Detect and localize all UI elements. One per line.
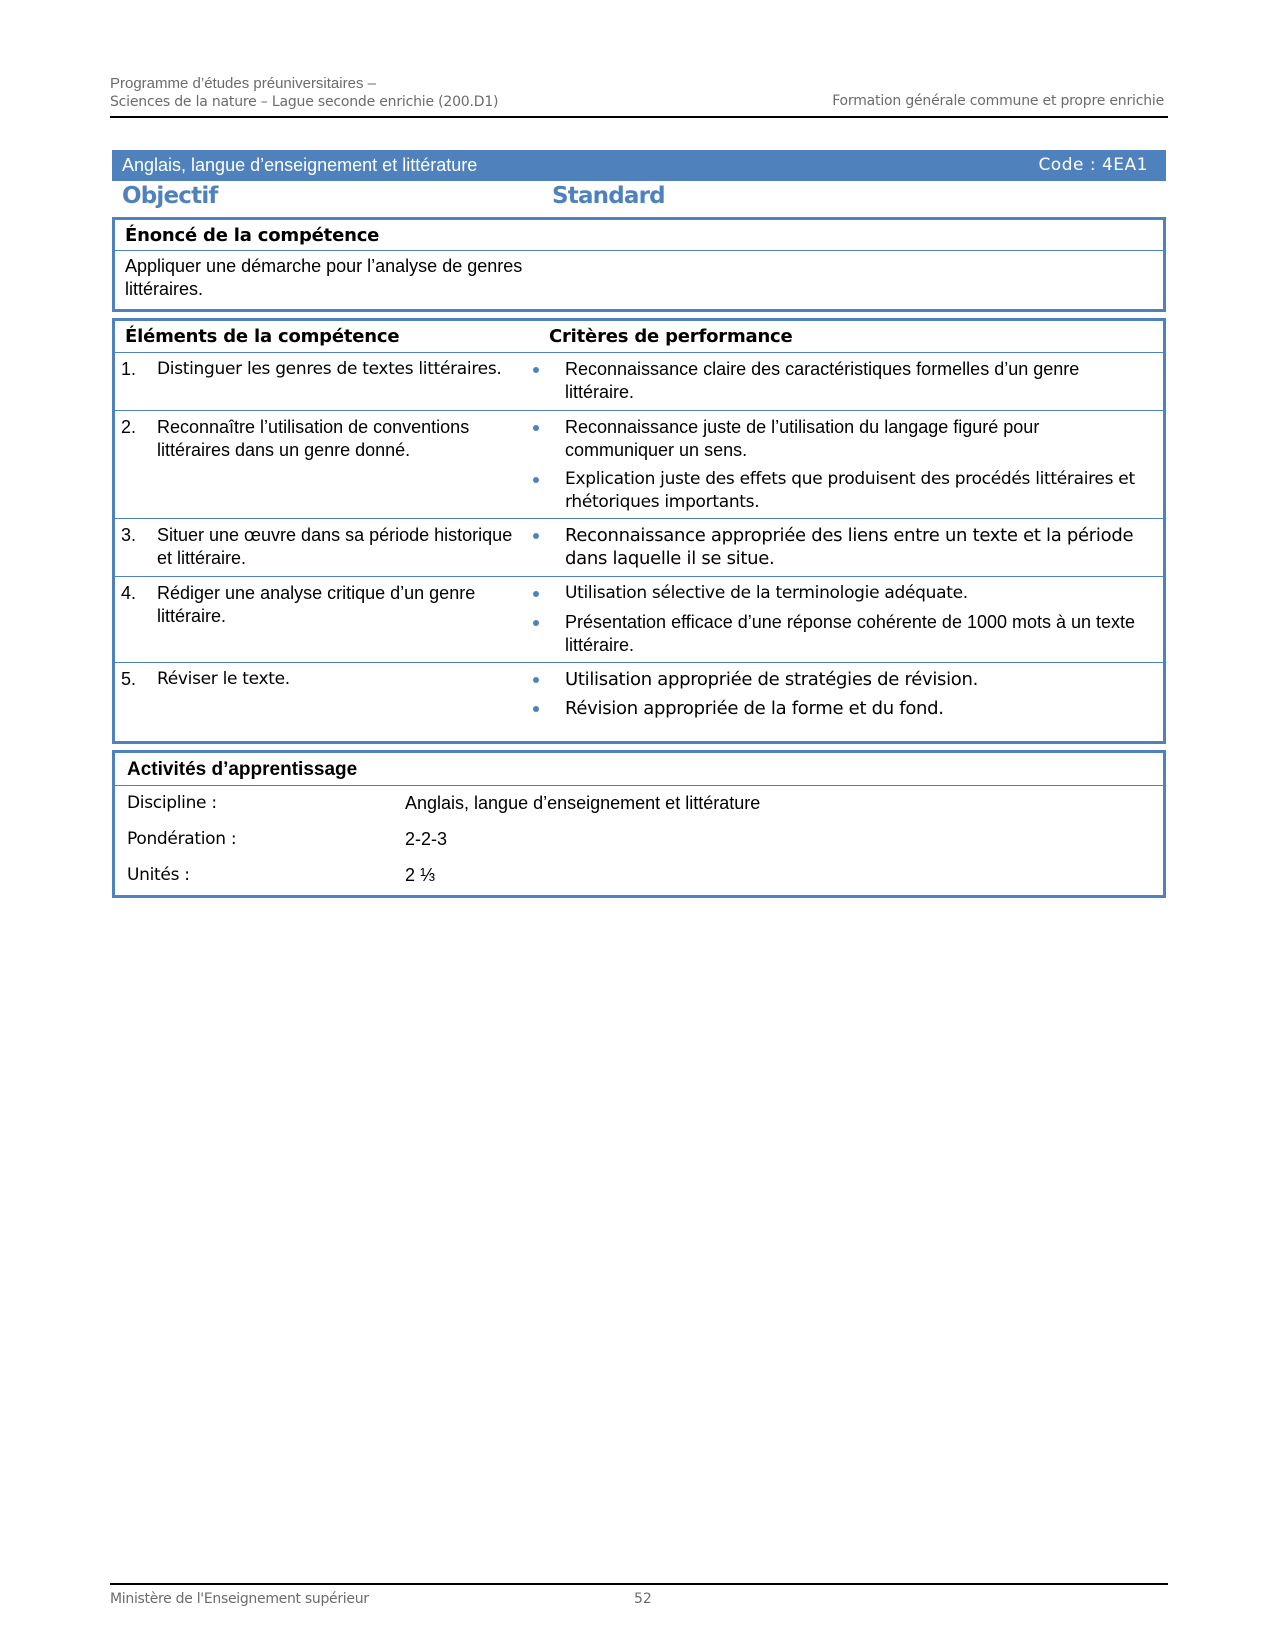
elements-table	[112, 318, 1166, 744]
element-text: Situer une œuvre dans sa période historique et littéraire.	[157, 525, 513, 568]
table-row	[115, 663, 1163, 733]
criteria-list	[525, 524, 1150, 576]
criteria-item: Révision appropriée de la forme et du fond.	[525, 697, 1150, 720]
footer-ministry: Ministère de l'Enseignement supérieur	[110, 1591, 369, 1607]
header-line-2: Sciences de la nature – Lague seconde enrichie (200.D1)	[110, 94, 499, 110]
criteria-item: Utilisation appropriée de stratégies de révision.	[525, 668, 1150, 691]
bullet-icon	[533, 620, 539, 626]
criteria-list	[525, 416, 1150, 520]
bullet-icon	[533, 677, 539, 683]
course-title: Anglais, langue d’enseignement et littérature	[122, 155, 478, 175]
element-text: Rédiger une analyse critique d’un genre littéraire.	[157, 583, 476, 626]
standard-label: Standard	[552, 183, 665, 209]
element-number: 2.	[121, 417, 137, 437]
activite-row-unites	[115, 858, 1163, 894]
header-line-1: Programme d’études préuniversitaires –	[110, 75, 376, 92]
elements-table-header	[115, 321, 1163, 353]
bullet-icon	[533, 706, 539, 712]
activite-row-ponderation	[115, 822, 1163, 858]
bullet-icon	[533, 367, 539, 373]
header-program	[110, 74, 498, 112]
bullet-icon	[533, 533, 539, 539]
activites-box	[112, 750, 1166, 898]
criteria-item: Reconnaissance appropriée des liens entre un texte et la période dans laquelle il se situe.	[525, 524, 1150, 570]
table-row	[115, 519, 1163, 577]
element-number: 3.	[121, 525, 137, 545]
activites-heading: Activités d’apprentissage	[115, 753, 1163, 786]
header-formation: Formation générale commune et propre enrichie	[832, 93, 1164, 109]
table-row	[115, 411, 1163, 519]
page-number: 52	[634, 1591, 652, 1607]
bullet-icon	[533, 425, 539, 431]
bullet-icon	[533, 477, 539, 483]
enonce-text: Appliquer une démarche pour l’analyse de genres littéraires.	[125, 256, 523, 299]
page-header	[110, 74, 1168, 118]
element-text: Reconnaître l’utilisation de conventions littéraires dans un genre donné.	[157, 417, 470, 460]
elements-heading: Éléments de la compétence	[125, 326, 400, 347]
objective-standard-row	[112, 183, 1166, 217]
discipline-label: Discipline :	[127, 793, 217, 813]
ponderation-value: 2-2-3	[405, 829, 448, 849]
criteria-list	[525, 358, 1150, 410]
course-code: Code : 4EA1	[1038, 155, 1148, 175]
unites-value: 2 ⅓	[405, 865, 436, 885]
element-text: Réviser le texte.	[157, 669, 290, 689]
discipline-value: Anglais, langue d’enseignement et littérature	[405, 793, 761, 813]
page-footer	[110, 1583, 1168, 1607]
enonce-heading: Énoncé de la compétence	[115, 220, 1163, 251]
criteria-item: Reconnaissance claire des caractéristiques formelles d’un genre littéraire.	[525, 358, 1150, 404]
table-row	[115, 577, 1163, 663]
criteria-list	[525, 582, 1150, 663]
criteria-item: Reconnaissance juste de l’utilisation du langage figuré pour communiquer un sens.	[525, 416, 1150, 462]
enonce-box	[112, 217, 1166, 312]
unites-label: Unités :	[127, 865, 190, 885]
element-text: Distinguer les genres de textes littéraires.	[157, 359, 502, 379]
activite-row-discipline	[115, 786, 1163, 822]
criteria-item: Présentation efficace d’une réponse cohérente de 1000 mots à un texte littéraire.	[525, 611, 1150, 657]
bullet-icon	[533, 591, 539, 597]
course-title-bar	[112, 150, 1166, 181]
element-number: 1.	[121, 359, 137, 379]
criteria-item: Explication juste des effets que produisent des procédés littéraires et rhétoriques importants.	[525, 468, 1150, 514]
criteria-heading: Critères de performance	[549, 326, 793, 347]
element-number: 5.	[121, 669, 137, 689]
objectif-label: Objectif	[122, 183, 218, 209]
table-row	[115, 353, 1163, 411]
criteria-item: Utilisation sélective de la terminologie adéquate.	[525, 582, 1150, 605]
element-number: 4.	[121, 583, 137, 603]
ponderation-label: Pondération :	[127, 829, 237, 849]
criteria-list	[525, 668, 1150, 726]
